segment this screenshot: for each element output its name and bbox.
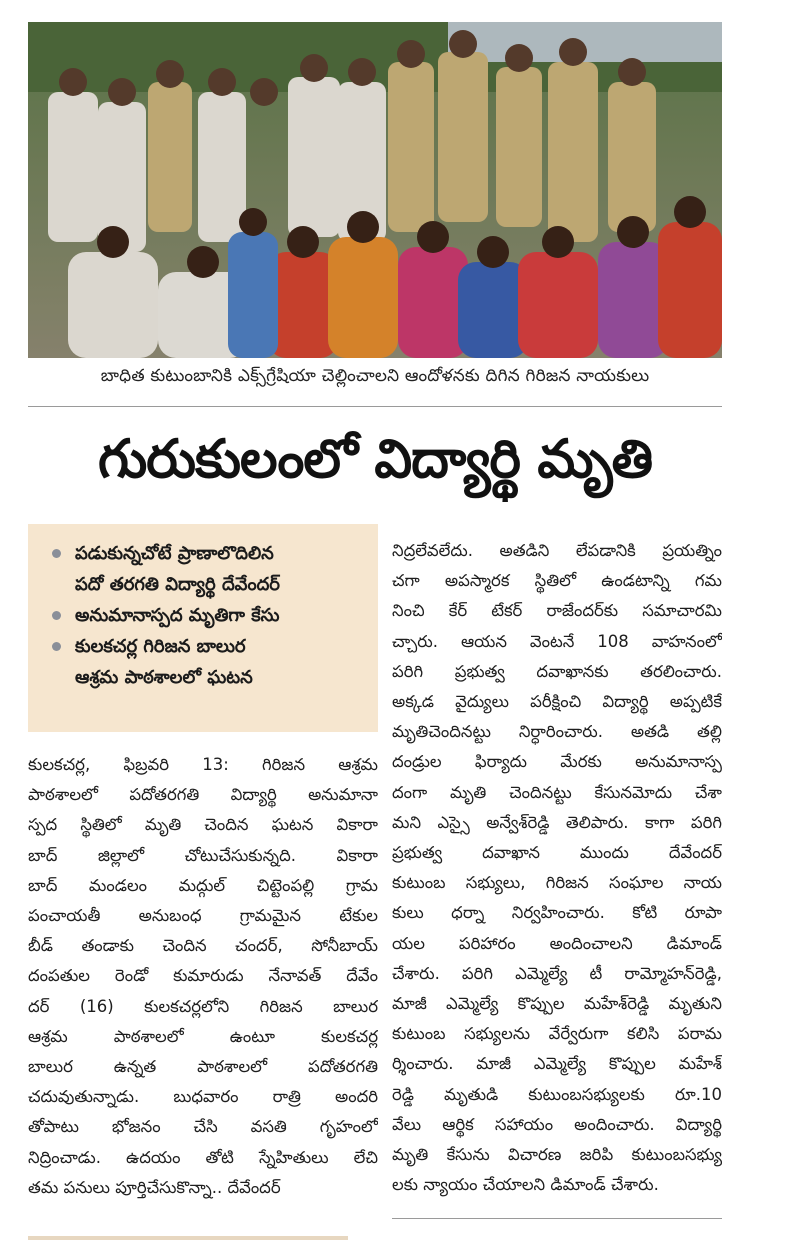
article-line: పరిగి ప్రభుత్వ దవాఖానకు తరలించారు. [392, 661, 722, 681]
article-line: పంచాయతీ అనుబంధ గ్రామమైన టేకుల [28, 906, 378, 926]
article-line: తోపాటు భోజనం చేసి వసతి గృహంలో [28, 1117, 378, 1137]
article-column-right [392, 536, 722, 1200]
article-line: ర్శించారు. మాజీ ఎమ్మెల్యే కొప్పుల మహేశ్ [392, 1054, 722, 1074]
article-line: తమ పనులు పూర్తిచేసుకొన్నా.. దేవేందర్ [28, 1177, 281, 1197]
article-line: కుటుంబ సభ్యులను వేర్వేరుగా కలిసి పరామ [392, 1024, 722, 1044]
highlight-line: పదో తరగతి విద్యార్థి దేవేందర్ [75, 574, 280, 595]
article-line: కులకచర్ల, ఫిబ్రవరి 13: గిరిజన ఆశ్రమ [28, 755, 378, 774]
highlight-line: ఆశ్రమ పాఠశాలలో ఘటన [75, 667, 253, 688]
article-line: నించి కేర్ టేకర్ రాజేందర్‌కు సమాచారమి [392, 601, 722, 621]
article-line: మృతి కేసును విచారణ జరిపి కుటుంబసభ్యు [392, 1145, 722, 1165]
article-line: దంపతుల రెండో కుమారుడు నేనావత్ దేవేం [28, 966, 378, 986]
article-line: ఆశ్రమ పాఠశాలలో ఉంటూ కులకచర్ల [28, 1026, 378, 1046]
article-line: మని ఎస్సై అన్వేశ్‌రెడ్డి తెలిపారు. కాగా పరిగి [392, 812, 722, 832]
article-line: చేశారు. పరిగి ఎమ్మెల్యే టీ రామ్మోహన్‌రెడ్డి, [392, 963, 722, 983]
protest-photo-icon [28, 22, 722, 358]
article-line: బాలుర ఉన్నత పాఠశాలలో పదోతరగతి [28, 1057, 378, 1077]
highlight-line: కులకచర్ల గిరిజన బాలుర [75, 636, 246, 657]
article-line: చగా అపస్మారక స్థితిలో ఉండటాన్ని గమ [392, 571, 722, 591]
article-line: బాద్ మండలం మద్గుల్ చిట్టెంపల్లి గ్రామ [28, 875, 378, 895]
article-line: నిద్రించాడు. ఉదయం తోటి స్నేహితులు లేచి [28, 1147, 378, 1167]
photo-caption: బాధిత కుటుంబానికి ఎక్స్‌గ్రేషియా చెల్లించాలని ఆందోళనకు దిగిన గిరిజన నాయకులు [100, 366, 650, 386]
highlight-item [52, 600, 368, 631]
protest-photo [28, 22, 722, 358]
headline: గురుకులంలో విద్యార్థి మృతి [97, 429, 653, 490]
article-line: దంగా మృతి చెందినట్టు కేసునమోదు చేశా [392, 782, 722, 802]
article-line: వేలు ఆర్థిక సహాయం అందించారు. విద్యార్థి [392, 1114, 722, 1134]
article-line: అక్కడ వైద్యులు పరీక్షించి విద్యార్థి అప్పటికే [392, 692, 722, 712]
divider [28, 406, 722, 407]
article-line: లకు న్యాయం చేయాలని డిమాండ్ చేశారు. [392, 1175, 659, 1195]
divider [28, 1236, 348, 1240]
article-line: రెడ్డి మృతుడి కుటుంబసభ్యులకు రూ.10 [392, 1084, 722, 1104]
article-line: మృతిచెందినట్టు నిర్ధారించారు. అతడి తల్లి [392, 722, 722, 742]
article-line: పాఠశాలలో పదోతరగతి విద్యార్థి అనుమానా [28, 785, 378, 805]
bullet-icon [52, 642, 61, 651]
article-line: కులు ధర్నా నిర్వహించారు. కోటి రూపా [392, 903, 722, 923]
article-line: బాద్ జిల్లాలో చోటుచేసుకున్నది. వికారా [28, 845, 378, 865]
highlight-line: పడుకున్నచోటే ప్రాణాలొదిలిన [75, 543, 274, 564]
highlights-box [28, 524, 378, 732]
article-line: చ్చారు. ఆయన వెంటనే 108 వాహనంలో [392, 631, 722, 651]
article-line: చదువుతున్నాడు. బుధవారం రాత్రి అందరి [28, 1087, 378, 1107]
article-line: దండ్రుల ఫిర్యాదు మేరకు అనుమానాస్ప [392, 752, 722, 772]
highlight-item [52, 631, 368, 693]
article-line: దర్ (16) కులకచర్లలోని గిరిజన బాలుర [28, 996, 378, 1016]
article-line: యల పరిహారం అందించాలని డిమాండ్ [392, 933, 722, 953]
article-line: మాజీ ఎమ్మెల్యే కొప్పుల మహేశ్‌రెడ్డి మృతుని [392, 994, 722, 1014]
highlight-line: అనుమానాస్పద మృతిగా కేసు [75, 605, 280, 626]
article-column-left [28, 750, 378, 1203]
bullet-icon [52, 611, 61, 620]
article-line: కుటుంబ సభ్యులు, గిరిజన సంఘాల నాయ [392, 873, 722, 893]
article-line: స్పద స్థితిలో మృతి చెందిన ఘటన వికారా [28, 815, 378, 835]
bullet-icon [52, 549, 61, 558]
highlight-item [52, 538, 368, 600]
divider [392, 1218, 722, 1219]
article-line: నిద్రలేవలేదు. అతడిని లేపడానికి ప్రయత్నిం [392, 541, 722, 560]
article-line: ప్రభుత్వ దవాఖాన ముందు దేవేందర్ [392, 843, 722, 863]
article-line: బీడ్ తండాకు చెందిన చందర్, సోనీబాయ్ [28, 936, 378, 956]
